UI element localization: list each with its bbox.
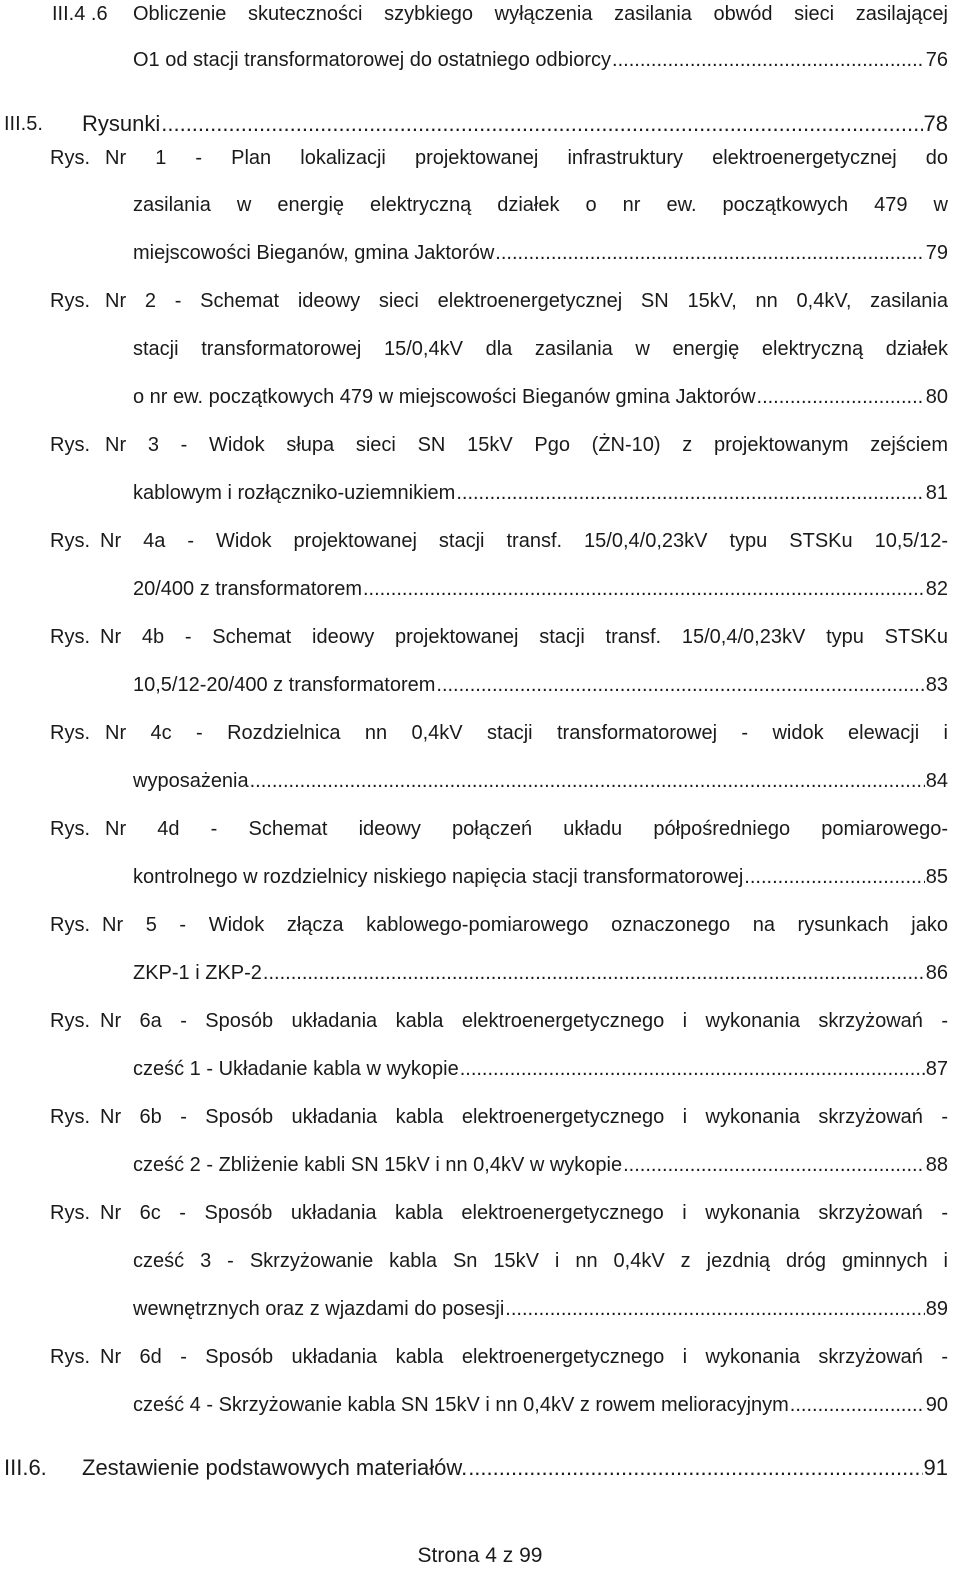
leader-dots	[250, 769, 925, 793]
page-number: 81	[925, 482, 948, 504]
page-number: 82	[925, 578, 948, 600]
entry-prefix: Rys.	[50, 818, 90, 840]
page-number: 87	[925, 1058, 948, 1080]
page-number: 88	[925, 1154, 948, 1176]
toc-entry-title-line: o nr ew. początkowych 479 w miejscowości Bieganów gmina Jaktorów ..... 80	[133, 385, 948, 409]
leader-dots	[505, 1297, 924, 1321]
leader-dots	[468, 1456, 922, 1480]
toc-entry-title-line: O1 od stacji transformatorowej do ostatniego odbiorcy ..... 76	[133, 48, 948, 72]
toc-entry-title-line: cześć 3 - Skrzyżowanie kabla Sn 15kV i nn 0,4kV z jezdnią dróg gminnych i	[133, 1250, 948, 1272]
entry-prefix: Rys.	[50, 1010, 90, 1032]
page-number: 80	[925, 386, 948, 408]
entry-prefix: Rys.	[50, 1202, 90, 1224]
page-number: 79	[925, 242, 948, 264]
section-number: III.6.	[4, 1455, 47, 1480]
leader-dots	[495, 241, 924, 265]
toc-entry-title-line: Nr 4c - Rozdzielnica nn 0,4kV stacji transformatorowej - widok elewacji i	[105, 722, 948, 744]
leader-dots	[456, 481, 924, 505]
entry-prefix: Rys.	[50, 530, 90, 552]
toc-entry-title-line: wewnętrznych oraz z wjazdami do posesji ..... 89	[133, 1297, 948, 1321]
page-number: 83	[925, 674, 948, 696]
toc-entry-title-line: Nr 3 - Widok słupa sieci SN 15kV Pgo (ŻN-10) z projektowanym zejściem	[105, 434, 948, 456]
toc-entry-title-line: Zestawienie podstawowych materiałów. ..... 91	[82, 1456, 948, 1480]
toc-entry-title-line: 20/400 z transformatorem ..... 82	[133, 577, 948, 601]
page-number: 91	[923, 1455, 948, 1480]
toc-entry-title-line: zasilania w energię elektryczną działek o nr ew. początkowych 479 w	[133, 194, 948, 216]
toc-entry-title-line: cześć 1 - Układanie kabla w wykopie ..... 87	[133, 1057, 948, 1081]
entry-prefix: Rys.	[50, 914, 90, 936]
toc-entry-title-line: Obliczenie skuteczności szybkiego wyłączenia zasilania obwód sieci zasilającej	[133, 3, 948, 25]
leader-dots	[790, 1393, 925, 1417]
leader-dots	[757, 385, 925, 409]
entry-prefix: Rys.	[50, 626, 90, 648]
page-number: 84	[925, 770, 948, 792]
page-number: 76	[925, 49, 948, 71]
toc-entry-title-line: Nr 6c - Sposób układania kabla elektroenergetycznego i wykonania skrzyżowań -	[100, 1202, 948, 1224]
entry-prefix: Rys.	[50, 434, 90, 456]
leader-dots	[612, 48, 925, 72]
toc-entry-title-line: Nr 5 - Widok złącza kablowego-pomiarowego oznaczonego na rysunkach jako	[102, 914, 948, 936]
toc-entry-title-line: ZKP-1 i ZKP-2 ..... 86	[133, 961, 948, 985]
toc-entry-title-line: Nr 2 - Schemat ideowy sieci elektroenergetycznej SN 15kV, nn 0,4kV, zasilania	[105, 290, 948, 312]
toc-entry-title-line: Rysunki ..... 78	[82, 112, 948, 136]
toc-entry-title-line: Nr 6a - Sposób układania kabla elektroenergetycznego i wykonania skrzyżowań -	[100, 1010, 948, 1032]
toc-entry-title-line: miejscowości Bieganów, gmina Jaktorów ..... 79	[133, 241, 948, 265]
leader-dots	[363, 577, 925, 601]
page-number: 89	[925, 1298, 948, 1320]
leader-dots	[436, 673, 924, 697]
entry-prefix: Rys.	[50, 1106, 90, 1128]
toc-entry-title-line: Nr 1 - Plan lokalizacji projektowanej infrastruktury elektroenergetycznej do	[105, 147, 948, 169]
leader-dots	[263, 961, 925, 985]
page-footer: Strona 4 z 99	[417, 1544, 543, 1567]
entry-prefix: Rys.	[50, 147, 90, 169]
toc-entry-title-line: cześć 2 - Zbliżenie kabli SN 15kV i nn 0,4kV w wykopie ..... 88	[133, 1153, 948, 1177]
page-number: 78	[923, 111, 948, 136]
toc-entry-title-line: cześć 4 - Skrzyżowanie kabla SN 15kV i nn 0,4kV z rowem melioracyjnym ..... 90	[133, 1393, 948, 1417]
leader-dots	[161, 112, 922, 136]
toc-entry-title-line: Nr 4d - Schemat ideowy połączeń układu półpośredniego pomiarowego-	[105, 818, 948, 840]
page-number: 86	[925, 962, 948, 984]
toc-entry-title-line: Nr 4b - Schemat ideowy projektowanej stacji transf. 15/0,4/0,23kV typu STSKu	[100, 626, 948, 648]
toc-entry-title-line: kontrolnego w rozdzielnicy niskiego napięcia stacji transformatorowej ..... 85	[133, 865, 948, 889]
page-number: 90	[925, 1394, 948, 1416]
toc-entry-title-line: kablowym i rozłączniko-uziemnikiem ..... 81	[133, 481, 948, 505]
toc-entry-title-line: Nr 4a - Widok projektowanej stacji transf. 15/0,4/0,23kV typu STSKu 10,5/12-	[100, 530, 948, 552]
leader-dots	[623, 1153, 925, 1177]
section-number: III.4 .6	[52, 3, 108, 25]
entry-prefix: Rys.	[50, 722, 90, 744]
toc-entry-title-line: 10,5/12-20/400 z transformatorem ..... 83	[133, 673, 948, 697]
page-number: 85	[925, 866, 948, 888]
entry-prefix: Rys.	[50, 290, 90, 312]
toc-entry-title-line: Nr 6b - Sposób układania kabla elektroenergetycznego i wykonania skrzyżowań -	[100, 1106, 948, 1128]
section-number: III.5.	[4, 113, 43, 135]
leader-dots	[460, 1057, 925, 1081]
entry-prefix: Rys.	[50, 1346, 90, 1368]
toc-entry-title-line: stacji transformatorowej 15/0,4kV dla zasilania w energię elektryczną działek	[133, 338, 948, 360]
toc-entry-title-line: Nr 6d - Sposób układania kabla elektroenergetycznego i wykonania skrzyżowań -	[100, 1346, 948, 1368]
toc-entry-title-line: wyposażenia ..... 84	[133, 769, 948, 793]
leader-dots	[744, 865, 924, 889]
